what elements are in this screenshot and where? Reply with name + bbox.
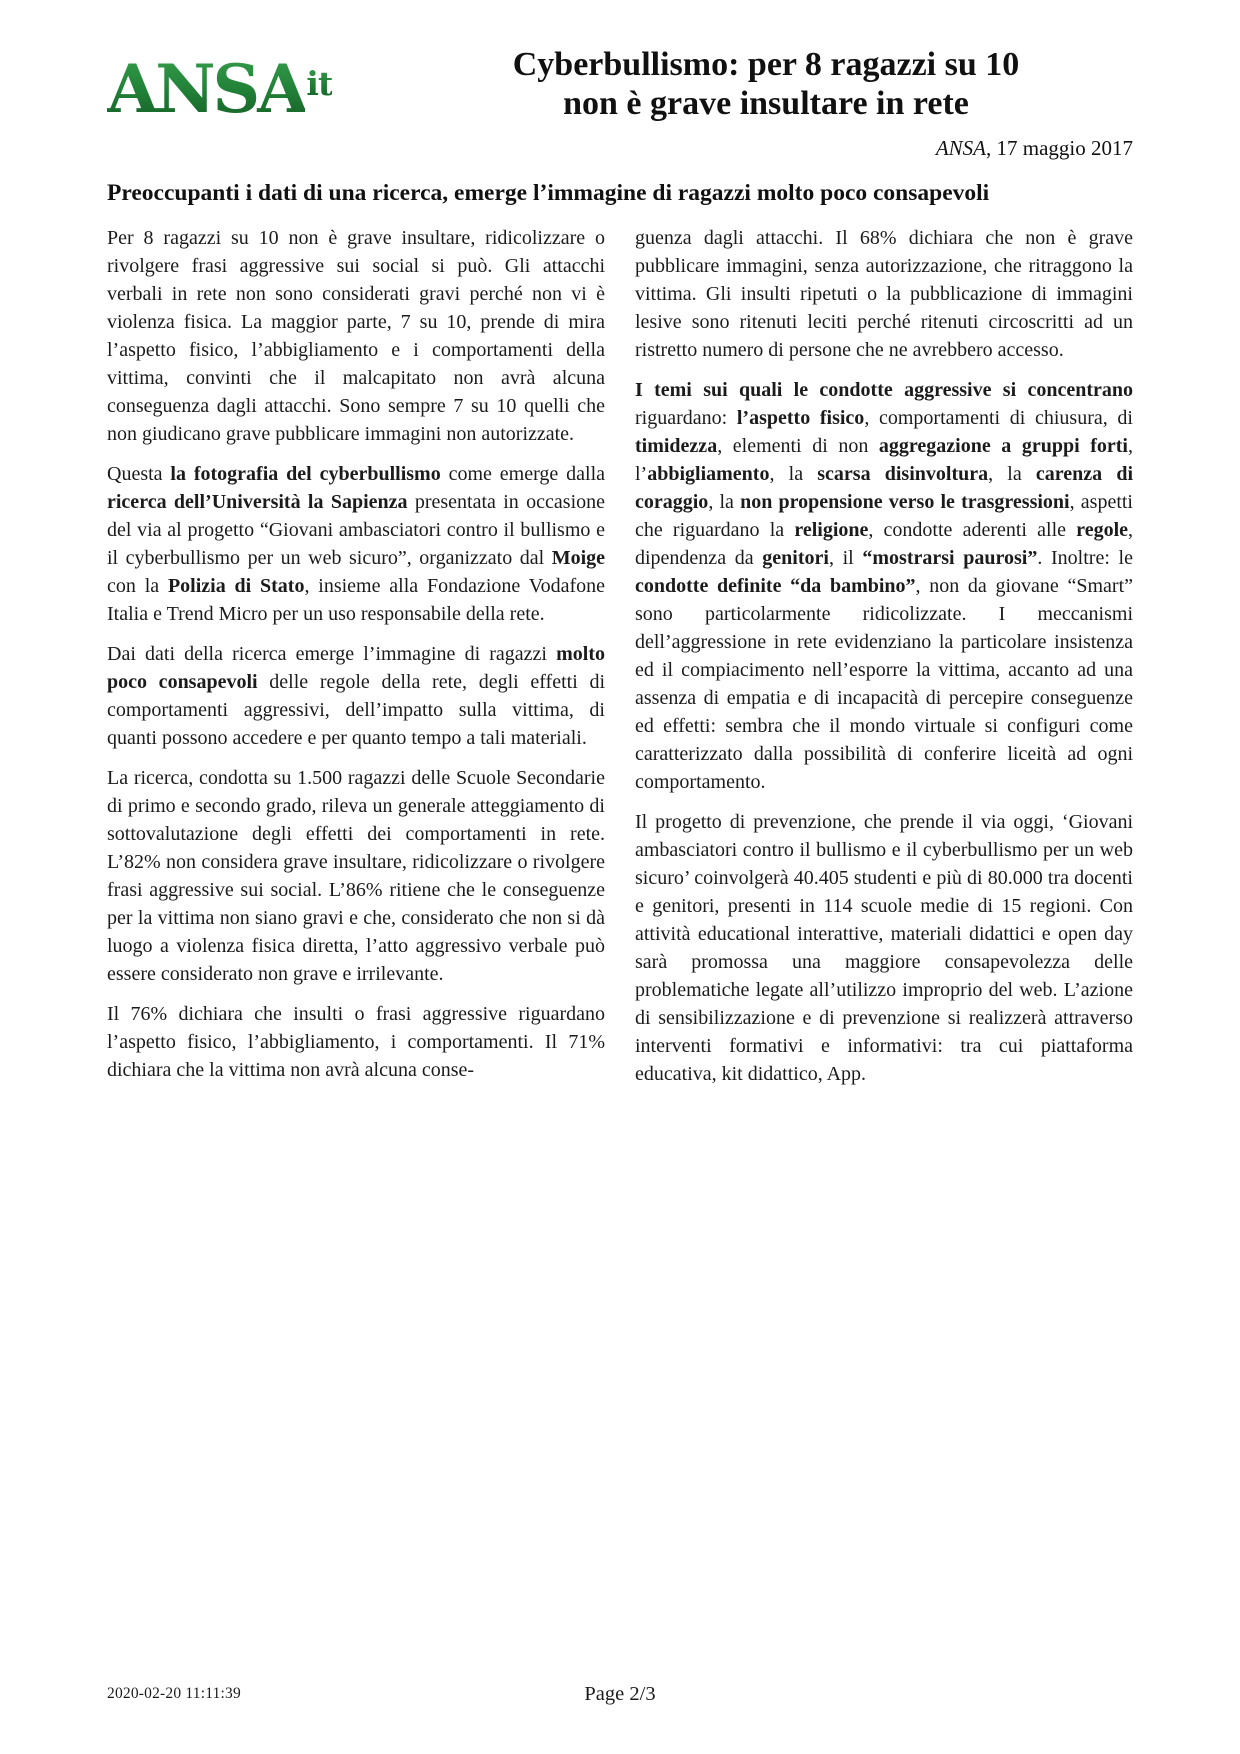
paragraph-text-run: , condotte aderenti alle [868, 518, 1077, 541]
paragraph-bold-run: carenza di coraggio [635, 462, 1134, 513]
paragraph-bold-run: condotte definite “da bambino” [635, 574, 916, 597]
paragraph-bold-run: Polizia di Stato [167, 574, 305, 597]
paragraph-text-run: , la [708, 490, 741, 513]
article-title-line-2: non è grave insultare in rete [563, 84, 969, 122]
paragraph [107, 460, 605, 628]
paragraph [635, 376, 1133, 796]
paragraph-bold-run: scarsa disinvoltura [817, 462, 989, 485]
page-footer [107, 1680, 1133, 1706]
paragraph-text-run: , l’ [635, 434, 1133, 485]
paragraph-bold-run: Moige [551, 546, 605, 569]
right-column [635, 224, 1133, 1100]
footer-timestamp: 2020-02-20 11:11:39 [107, 1685, 241, 1702]
article-body [107, 224, 1133, 1100]
paragraph-bold-run: I temi sui quali le condotte aggressive si concentrano [635, 378, 1133, 401]
article-title [399, 44, 1133, 124]
paragraph-text-run: Il progetto di prevenzione, che prende il via oggi, ‘Giovani ambasciatori contro il bullismo e il cyberbullismo per un web sicuro’ coinvolgerà 40.405 studenti e più di 80.000 tra docenti e genitori, presenti in 114 scuole medie di 15 regioni. Con attività educational interattive, materiali didattici e open day sarà promossa una maggiore consapevolezza delle problematiche legate all’utilizzo improprio del web. L’azione di sensibilizzazione e di prevenzione si realizzerà attraverso interventi formativi e informativi: tra cui piattaforma educativa, kit didattico, App. [635, 810, 1133, 1085]
paragraph-text-run: , dipendenza da [635, 518, 1133, 569]
paragraph-bold-run: regole [1076, 518, 1128, 541]
paragraph-text-run: , comportamenti di chiusura, di [864, 406, 1133, 429]
dateline [107, 136, 1133, 161]
article-subtitle: Preoccupanti i dati di una ricerca, emerge l’immagine di ragazzi molto poco consapevoli [107, 179, 990, 206]
left-column [107, 224, 605, 1100]
paragraph-text-run: Il 76% dichiara che insulti o frasi aggressive riguardano l’aspetto fisico, l’abbigliamento, i comportamenti. Il 71% dichiara che la vittima non avrà alcuna conse- [107, 1002, 605, 1081]
ansa-logo [107, 44, 399, 128]
paragraph-bold-run: genitori [762, 546, 829, 569]
paragraph-text-run: delle regole della rete, degli effetti di comportamenti aggressivi, dell’impatto sulla vittima, di quanti possono accedere e per quanto tempo a tali materiali. [107, 670, 605, 749]
paragraph-bold-run: abbigliamento [647, 462, 770, 485]
paragraph-bold-run: religione [794, 518, 869, 541]
paragraph-text-run: guenza dagli attacchi. Il 68% dichiara che non è grave pubblicare immagini, senza autorizzazione, che ritraggono la vittima. Gli insulti ripetuti o la pubblicazione di immagini lesive sono ritenuti leciti perché ritenuti circoscritti ad un ristretto numero di persone che ne avrebbero accesso. [635, 226, 1133, 361]
footer-page-number: Page 2/3 [584, 1683, 656, 1705]
paragraph-text-run: presentata in occasione del via al progetto “Giovani ambasciatori contro il bullismo e il cyberbullismo per un web sicuro”, organizzato dal [107, 490, 605, 569]
article-title-line-1: Cyberbullismo: per 8 ragazzi su 10 [512, 46, 1020, 83]
paragraph-text-run: La ricerca, condotta su 1.500 ragazzi delle Scuole Secondarie di primo e secondo grado, rileva un generale atteggiamento di sottovalutazione degli effetti dei comportamenti in rete. L’82% non considera grave insultare, ridicolizzare o rivolgere frasi aggressive sui social. L’86% ritiene che le conseguenze per la vittima non siano gravi e che, considerato che non si dà luogo a violenza fisica diretta, l’atto aggressivo verbale può essere considerato non grave e irrilevante. [107, 766, 605, 985]
paragraph [107, 764, 605, 988]
paragraph-bold-run: timidezza [635, 434, 718, 457]
paragraph-bold-run: ricerca dell’Università la Sapienza [107, 490, 408, 513]
paragraph-text-run: , insieme alla Fondazione Vodafone Italia e Trend Micro per un uso responsabile della rete. [107, 574, 605, 625]
paragraph [107, 1000, 605, 1084]
dateline-source: ANSA [935, 135, 986, 160]
paragraph [107, 224, 605, 448]
paragraph-text-run: Dai dati della ricerca emerge l’immagine di ragazzi [107, 642, 557, 665]
paragraph-text-run: , aspetti che riguardano la [635, 490, 1133, 541]
paragraph-bold-run: l’aspetto fisico [736, 406, 865, 429]
paragraph-bold-run: “mostrarsi paurosi” [862, 546, 1038, 569]
paragraph [635, 808, 1133, 1088]
paragraph-text-run: , la [988, 462, 1036, 485]
paragraph-text-run: , il [828, 546, 863, 569]
paragraph-bold-run: aggregazione a gruppi forti [878, 434, 1128, 457]
paragraph-text-run: . Inoltre: le [1037, 546, 1133, 569]
paragraph [635, 224, 1133, 364]
paragraph-text-run: , elementi di non [717, 434, 879, 457]
paragraph [107, 640, 605, 752]
paragraph-text-run: Questa [107, 462, 171, 485]
page-header [107, 44, 1133, 128]
dateline-date: , 17 maggio 2017 [986, 135, 1133, 160]
paragraph-text-run: Per 8 ragazzi su 10 non è grave insultare, ridicolizzare o rivolgere frasi aggressive sui social si può. Gli attacchi verbali in rete non sono considerati gravi perché non vi è violenza fisica. La maggior parte, 7 su 10, prende di mira l’aspetto fisico, l’abbigliamento e i comportamenti della vittima, convinti che il malcapitato non avrà alcuna conseguenza dagli attacchi. Sono sempre 7 su 10 quelli che non giudicano grave pubblicare immagini non autorizzate. [107, 226, 605, 445]
paragraph-text-run: come emerge dalla [440, 462, 605, 485]
paragraph-text-run: , non da giovane “Smart” sono particolarmente ridicolizzate. I meccanismi dell’aggressione in rete evidenziano la particolare insistenza ed il compiacimento nell’esporre la vittima, accanto ad una assenza di empatia e di incapacità di percepire conseguenze ed effetti: sembra che il mondo virtuale si configuri come caratterizzato dalla possibilità di conferire liceità ad ogni comportamento. [635, 574, 1133, 793]
paragraph-bold-run: molto poco consapevoli [107, 642, 605, 693]
ansa-logo-text: ANSA [107, 50, 306, 128]
paragraph-bold-run: la fotografia del cyberbullismo [170, 462, 441, 485]
paragraph-text-run: , la [769, 462, 818, 485]
ansa-logo-suffix: it [306, 64, 333, 103]
paragraph-text-run: con la [107, 574, 168, 597]
paragraph-text-run: riguardano: [635, 406, 737, 429]
paragraph-bold-run: non propensione verso le trasgressioni [740, 490, 1070, 513]
